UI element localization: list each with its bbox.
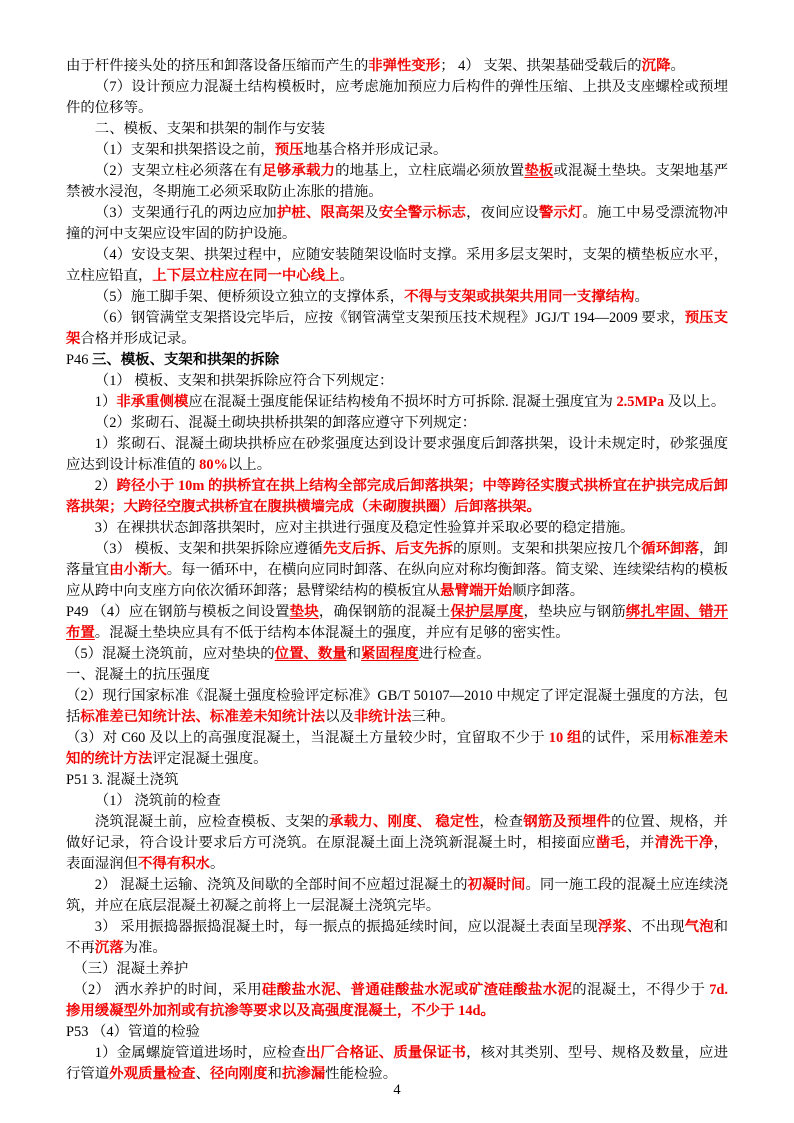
body-text: （3）对 C60 及以上的高强度混凝土，当混凝土方量较少时，宜留取不少于 bbox=[66, 730, 549, 746]
body-text: 及 bbox=[364, 205, 379, 221]
body-text: （2）支架立柱必须落在有 bbox=[94, 163, 263, 179]
body-text: 由于杆件接头处的挤压和卸落设备压缩而产生的 bbox=[66, 58, 369, 74]
highlighted-text: 不得与支架或拱架共用同一支撑结构 bbox=[404, 289, 635, 305]
paragraph bbox=[66, 203, 728, 245]
highlighted-text: 悬臂端开始 bbox=[440, 583, 513, 599]
body-text: 3）在裸拱状态卸落拱架时，应对主拱进行强度及稳定性验算并采取必要的稳定措施。 bbox=[94, 520, 635, 536]
body-text: 顺序卸落。 bbox=[512, 583, 585, 599]
paragraph bbox=[66, 1043, 728, 1085]
paragraph bbox=[66, 539, 728, 602]
body-text: 及以上。 bbox=[664, 394, 726, 410]
section-heading-pouring bbox=[66, 770, 728, 791]
highlighted-text: 沉落 bbox=[94, 940, 124, 956]
highlighted-text: 垫板 bbox=[524, 163, 554, 179]
body-text: （7）设计预应力混凝土结构模板时，应考虑施加预应力后构件的弹性压缩、上拱及支座螺栓或预埋件的位移等。 bbox=[66, 79, 728, 116]
paragraph bbox=[66, 287, 728, 308]
body-text: 评定混凝土强度。 bbox=[152, 751, 268, 767]
body-text: 二、模板、支架和拱架的制作与安装 bbox=[94, 121, 326, 137]
body-text: 1）金属螺旋管道进场时，应检查 bbox=[94, 1045, 306, 1061]
body-text: P49 （4）应在钢筋与模板之间设置 bbox=[66, 604, 290, 620]
body-text: 和 bbox=[267, 1066, 282, 1082]
body-text: 、不出现 bbox=[626, 919, 685, 935]
highlighted-text: 不得有积水 bbox=[137, 856, 210, 872]
highlighted-text: 保护层厚度 bbox=[450, 604, 524, 620]
body-text: ； 4） 支架、拱架基础受载后的 bbox=[440, 58, 642, 74]
body-text: 。施工中易受漂流物冲撞的河中支架应设牢固的防护设施。 bbox=[66, 205, 728, 242]
body-text: ，垫块应与钢筋 bbox=[523, 604, 626, 620]
paragraph bbox=[66, 434, 728, 476]
body-text: （3）支架通行孔的两边应加 bbox=[94, 205, 277, 221]
body-text: 。每一循环中，在横向应同时卸落、在纵向应对称均衡卸落。简支梁、连续梁结构的模板应从跨中向支座方向依次循环卸落；悬臂梁结构的模板宜从 bbox=[66, 562, 729, 599]
body-text: 的位置、规格，并做好记录，符合设计要求后方可浇筑。在原混凝土面上浇筑新混凝土时，相接面应 bbox=[66, 814, 728, 851]
body-text: 。 bbox=[670, 58, 685, 74]
paragraph-continuation bbox=[66, 56, 728, 77]
paragraph bbox=[66, 140, 728, 161]
body-text: 和不再 bbox=[66, 919, 728, 956]
paragraph bbox=[66, 728, 728, 770]
highlighted-text: 先支后拆、后支先拆 bbox=[322, 541, 454, 557]
body-text: （4）安设支架、拱架过程中，应随安装随架设临时支撑。采用多层支架时，支架的横垫板应水平，立柱应铅直， bbox=[66, 247, 728, 284]
body-text: 性能检验。 bbox=[325, 1066, 398, 1082]
body-text: 三种。 bbox=[411, 709, 455, 725]
body-text: ，表面湿润但 bbox=[66, 835, 728, 872]
highlighted-text: 预压 bbox=[274, 142, 304, 158]
body-text: 。 bbox=[339, 268, 354, 284]
highlighted-text: 护桩、限高架 bbox=[276, 205, 365, 221]
document-body bbox=[66, 56, 728, 1085]
body-text: （3） 模板、支架和拱架拆除应遵循 bbox=[94, 541, 323, 557]
body-text: （三）混凝土养护 bbox=[73, 961, 189, 977]
body-text: ，确保钢筋的混凝土 bbox=[318, 604, 451, 620]
section-heading-pipe-inspection bbox=[66, 1022, 728, 1043]
body-text: （2）现行国家标准《混凝土强度检验评定标准》GB/T 50107—2010 中规定了评定混凝土强度的方法，包括 bbox=[66, 688, 728, 725]
highlighted-text: 气泡 bbox=[684, 919, 714, 935]
highlighted-text: 硅酸盐水泥、普通硅酸盐水泥或矿渣硅酸盐水泥 bbox=[262, 982, 573, 998]
body-text: 1） bbox=[94, 394, 117, 410]
body-text: 的试件，采用 bbox=[581, 730, 670, 746]
body-text: 或混凝土垫块。支架地基严禁被水浸泡，冬期施工必须采取防止冻胀的措施。 bbox=[66, 163, 728, 200]
heading-text: 三、模板、支架和拱架的拆除 bbox=[92, 352, 280, 368]
body-text: 3） 采用振捣器振捣混凝土时，每一振点的振捣延续时间，应以混凝土表面呈现 bbox=[94, 919, 598, 935]
body-text: 应在混凝土强度能保证结构棱角不损坏时方可拆除. 混凝土强度宜为 bbox=[188, 394, 617, 410]
paragraph bbox=[66, 371, 728, 392]
body-text: （2） 洒水养护的时间，采用 bbox=[73, 982, 263, 998]
paragraph bbox=[66, 602, 728, 644]
highlighted-text: 承载力、刚度、 稳定性 bbox=[329, 814, 480, 830]
body-text: 、 bbox=[195, 1066, 210, 1082]
highlighted-text: 垫块 bbox=[289, 604, 319, 620]
body-text: ，并 bbox=[625, 835, 655, 851]
paragraph bbox=[66, 812, 728, 875]
paragraph bbox=[66, 686, 728, 728]
body-text: 的混凝土，不得少于 bbox=[572, 982, 710, 998]
body-text: （1）支架和拱架搭设之前， bbox=[94, 142, 275, 158]
highlighted-text: 钢筋及预埋件 bbox=[523, 814, 612, 830]
highlighted-text: 绑扎牢固、错开布置 bbox=[66, 604, 728, 641]
paragraph bbox=[66, 875, 728, 917]
body-text: ，检查 bbox=[479, 814, 524, 830]
highlighted-text: 上下层立柱应在同一中心线上 bbox=[152, 268, 340, 284]
highlighted-text: 由小渐大 bbox=[109, 562, 167, 578]
page-number: 4 bbox=[393, 1082, 401, 1098]
section-heading-fabrication-installation bbox=[66, 119, 728, 140]
body-text: ，核对其类别、型号、规格及数量，应进行管道 bbox=[66, 1045, 728, 1082]
body-text: P51 3. 混凝土浇筑 bbox=[66, 772, 179, 788]
highlighted-text: 清洗干净 bbox=[654, 835, 714, 851]
highlighted-text: 7d. 掺用缓凝型外加剂或有抗渗等要求以及高强度混凝土，不少于 14d。 bbox=[66, 982, 728, 1019]
body-text: P46 bbox=[66, 352, 92, 368]
highlighted-text: 安全警示标志 bbox=[378, 205, 467, 221]
body-text: ，卸落量宜 bbox=[66, 541, 728, 578]
highlighted-text: 标准差已知统计法、标准差未知统计法 bbox=[80, 709, 326, 725]
section-heading-curing bbox=[66, 959, 728, 980]
highlighted-text: 跨径小于 10m 的拱桥宜在拱上结构全部完成后卸落拱架；中等跨径实腹式拱桥宜在护拱完成后卸落拱架；大跨径空腹式拱桥宜在腹拱横墙完成（未砌腹拱圈）后卸落拱架。 bbox=[66, 478, 728, 515]
body-text: 。同一施工段的混凝土应连续浇筑，并应在底层混凝土初凝之前将上一层混凝土浇筑完毕。 bbox=[66, 877, 728, 914]
body-text: 合格并形成记录。 bbox=[80, 331, 196, 347]
highlighted-text: 标准差未知的统计方法 bbox=[66, 730, 728, 767]
paragraph bbox=[66, 77, 728, 119]
body-text: 的原则。支架和拱架应按几个 bbox=[453, 541, 642, 557]
highlighted-text: 浮浆 bbox=[597, 919, 627, 935]
section-heading-removal bbox=[66, 350, 728, 371]
paragraph bbox=[66, 980, 728, 1022]
highlighted-text: 径向刚度 bbox=[209, 1066, 268, 1082]
highlighted-text: 沉降 bbox=[641, 58, 671, 74]
section-heading-compressive-strength bbox=[66, 665, 728, 686]
body-text: 浇筑混凝土前，应检查模板、支架的 bbox=[94, 814, 330, 830]
paragraph bbox=[66, 791, 728, 812]
body-text: 1）浆砌石、混凝土砌块拱桥应在砂浆强度达到设计要求强度后卸落拱架，设计未规定时，砂浆强度应达到设计标准值的 bbox=[66, 436, 728, 473]
body-text: 的地基上，立柱底端必须放置 bbox=[335, 163, 525, 179]
paragraph bbox=[66, 413, 728, 434]
highlighted-text: 循环卸落 bbox=[641, 541, 700, 557]
body-text: 。 bbox=[634, 289, 649, 305]
highlighted-text: 非统计法 bbox=[353, 709, 412, 725]
paragraph bbox=[66, 161, 728, 203]
highlighted-text: 80% bbox=[199, 457, 228, 473]
paragraph bbox=[66, 917, 728, 959]
highlighted-text: 预压支架 bbox=[66, 310, 728, 347]
body-text: 2） bbox=[94, 478, 117, 494]
paragraph bbox=[66, 518, 728, 539]
highlighted-text: 非弹性变形 bbox=[368, 58, 441, 74]
highlighted-text: 位置、数量 bbox=[274, 646, 347, 662]
body-text: 以及 bbox=[325, 709, 354, 725]
highlighted-text: 抗渗漏 bbox=[281, 1066, 326, 1082]
highlighted-text: 外观质量检查 bbox=[109, 1066, 196, 1082]
highlighted-text: 凿毛 bbox=[595, 835, 626, 851]
paragraph bbox=[66, 644, 728, 665]
body-text: （1） 浇筑前的检查 bbox=[94, 793, 221, 809]
body-text: （5）混凝土浇筑前，应对垫块的 bbox=[66, 646, 275, 662]
body-text: P53 （4）管道的检验 bbox=[66, 1024, 200, 1040]
paragraph bbox=[66, 245, 728, 287]
body-text: 。 bbox=[209, 856, 225, 872]
paragraph bbox=[66, 392, 728, 413]
highlighted-text: 警示灯 bbox=[538, 205, 583, 221]
body-text: （5）施工脚手架、便桥须设立独立的支撑体系， bbox=[94, 289, 405, 305]
body-text: 以上。 bbox=[227, 457, 272, 473]
body-text: 为准。 bbox=[123, 940, 167, 956]
highlighted-text: 紧固程度 bbox=[361, 646, 419, 662]
body-text: 和 bbox=[346, 646, 362, 662]
body-text: （1） 模板、支架和拱架拆除应符合下列规定： bbox=[94, 373, 394, 389]
body-text: 2） 混凝土运输、浇筑及间歇的全部时间不应超过混凝土的 bbox=[94, 877, 468, 893]
body-text: （2）浆砌石、混凝土砌块拱桥拱架的卸落应遵守下列规定： bbox=[94, 415, 477, 431]
highlighted-text: 初凝时间 bbox=[467, 877, 526, 893]
body-text: 地基合格并形成记录。 bbox=[303, 142, 448, 158]
highlighted-text: 出厂合格证、质量保证书 bbox=[305, 1045, 467, 1061]
highlighted-text: 足够承载力 bbox=[262, 163, 336, 179]
body-text: 一、混凝土的抗压强度 bbox=[66, 667, 210, 683]
paragraph bbox=[66, 476, 728, 518]
body-text: 进行检查。 bbox=[418, 646, 491, 662]
highlighted-text: 2.5MPa bbox=[616, 394, 665, 410]
highlighted-text: 10 组 bbox=[548, 730, 582, 746]
body-text: ，夜间应设 bbox=[466, 205, 539, 221]
highlighted-text: 非承重侧模 bbox=[116, 394, 189, 410]
paragraph bbox=[66, 308, 728, 350]
body-text: （6）钢管满堂支架搭设完毕后，应按《钢管满堂支架预压技术规程》JGJ/T 194—2009 要求， bbox=[94, 310, 685, 326]
body-text: 。混凝土垫块应具有不低于结构本体混凝土的强度，并应有足够的密实性。 bbox=[94, 625, 570, 641]
